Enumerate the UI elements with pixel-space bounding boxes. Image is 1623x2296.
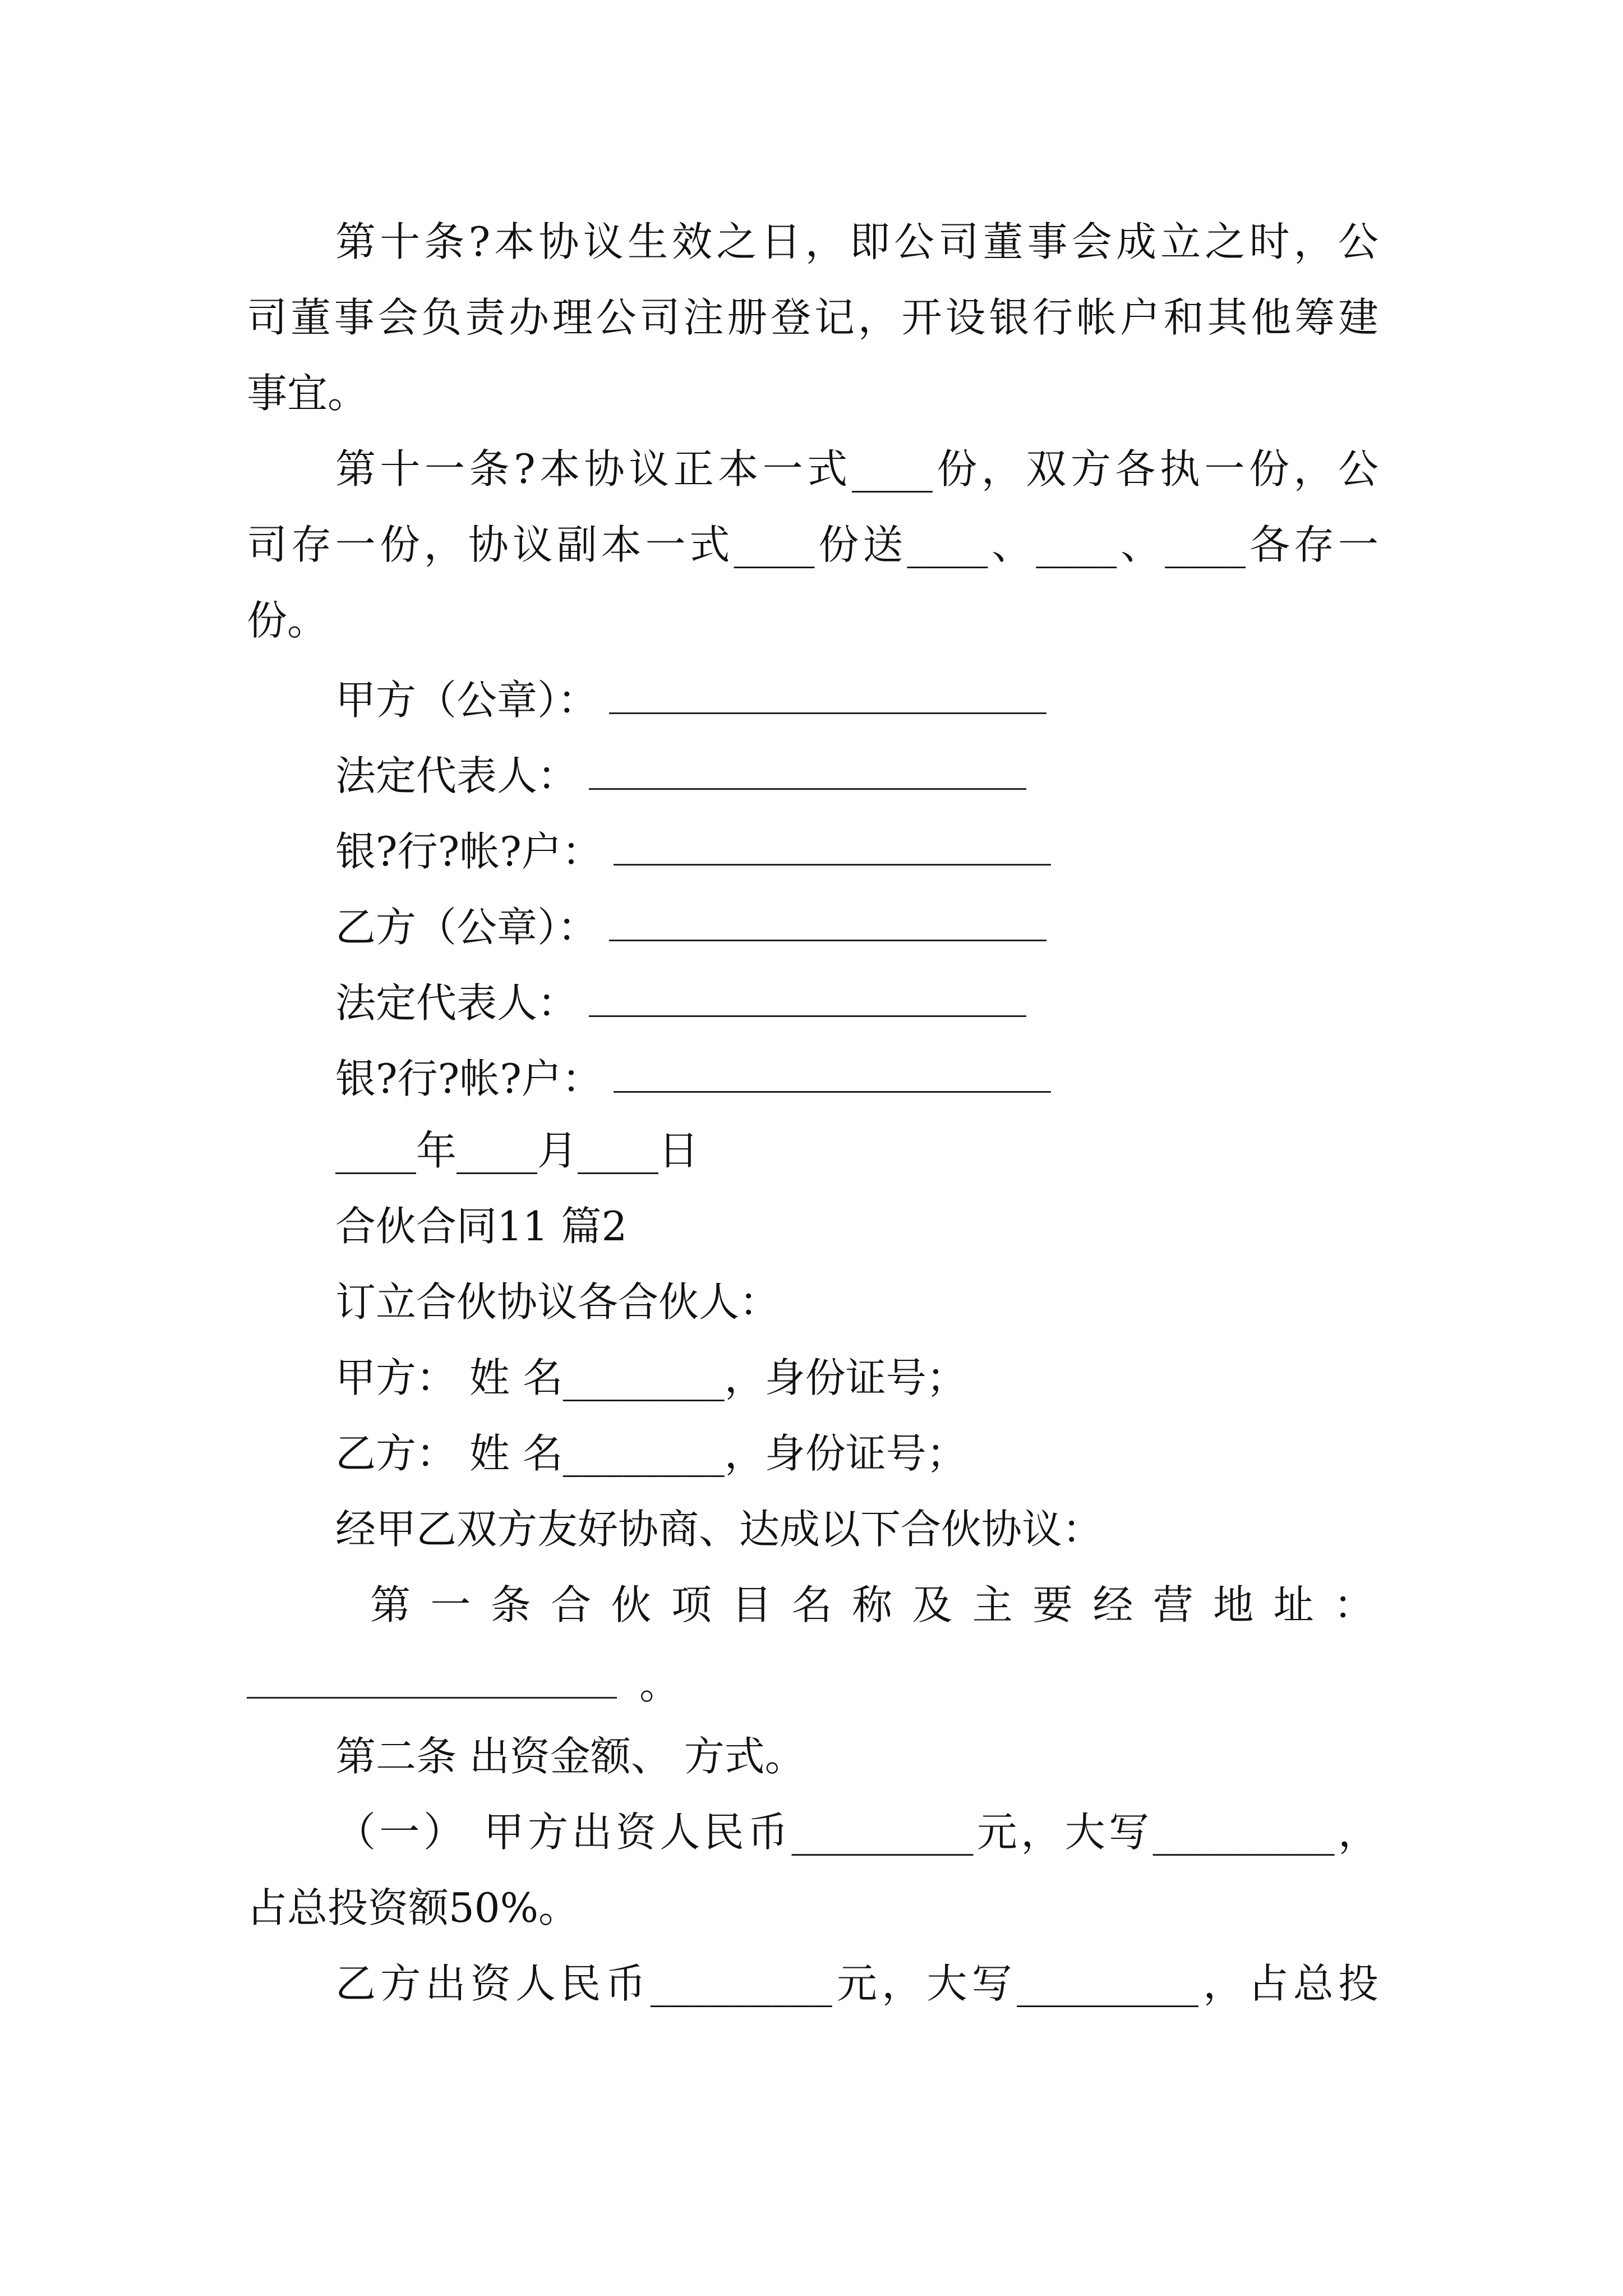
date-line: ____年____月____日 [335,1127,699,1174]
blank-line [589,979,1026,1017]
field-label: 法定代表人： [335,752,578,799]
signature-field [335,676,1046,724]
blank-line [614,1055,1051,1093]
signature-field [335,827,1051,875]
paragraph-line: 第十条?本协议生效之日，即公司董事会成立之时，公 [335,218,1378,265]
paragraph-line: 订立合伙协议各合伙人： [335,1278,780,1326]
paragraph-line: （一） 甲方出资人民币_________元，大写_________， [335,1809,1378,1856]
blank-row [247,1660,680,1708]
period-mark: 。 [639,1660,680,1708]
blank-line [589,752,1026,790]
blank-line [609,903,1046,941]
section-heading: 合伙合同11 篇2 [335,1203,628,1250]
paragraph-line: 经甲乙双方友好协商、达成以下合伙协议： [335,1506,1103,1553]
paragraph-line: 司董事会负责办理公司注册登记，开设银行帐户和其他筹建 [247,294,1378,341]
paragraph-line: 占总投资额50%。 [247,1884,579,1931]
paragraph-line: 乙方出资人民币_________元，大写_________，占总投 [335,1960,1378,2007]
paragraph-line: 甲方： 姓 名________，身份证号； [335,1354,967,1401]
signature-field [335,903,1046,951]
field-label: 银?行?帐?户： [335,827,602,875]
field-label: 法定代表人： [335,979,578,1027]
blank-line [614,827,1051,866]
paragraph-line: 第十一条?本协议正本一式____份，双方各执一份，公 [335,445,1378,493]
article-heading: 第一条合伙项目名称及主要经营地址： [370,1581,1374,1628]
field-label: 银?行?帐?户： [335,1055,602,1102]
signature-field [335,1055,1051,1102]
field-label: 甲方（公章）： [335,676,598,724]
paragraph-line: 事宜。 [247,370,368,417]
paragraph-line: 司存一份，协议副本一式____份送____、____、____各存一 [247,521,1378,568]
signature-field [335,979,1026,1027]
paragraph-line: 乙方： 姓 名________，身份证号； [335,1430,967,1477]
signature-field [335,752,1026,799]
blank-line [609,676,1046,714]
blank-line [247,1660,617,1699]
field-label: 乙方（公章）： [335,903,598,951]
paragraph-line: 第二条 出资金额、 方式。 [335,1733,805,1780]
paragraph-line: 份。 [247,597,328,644]
